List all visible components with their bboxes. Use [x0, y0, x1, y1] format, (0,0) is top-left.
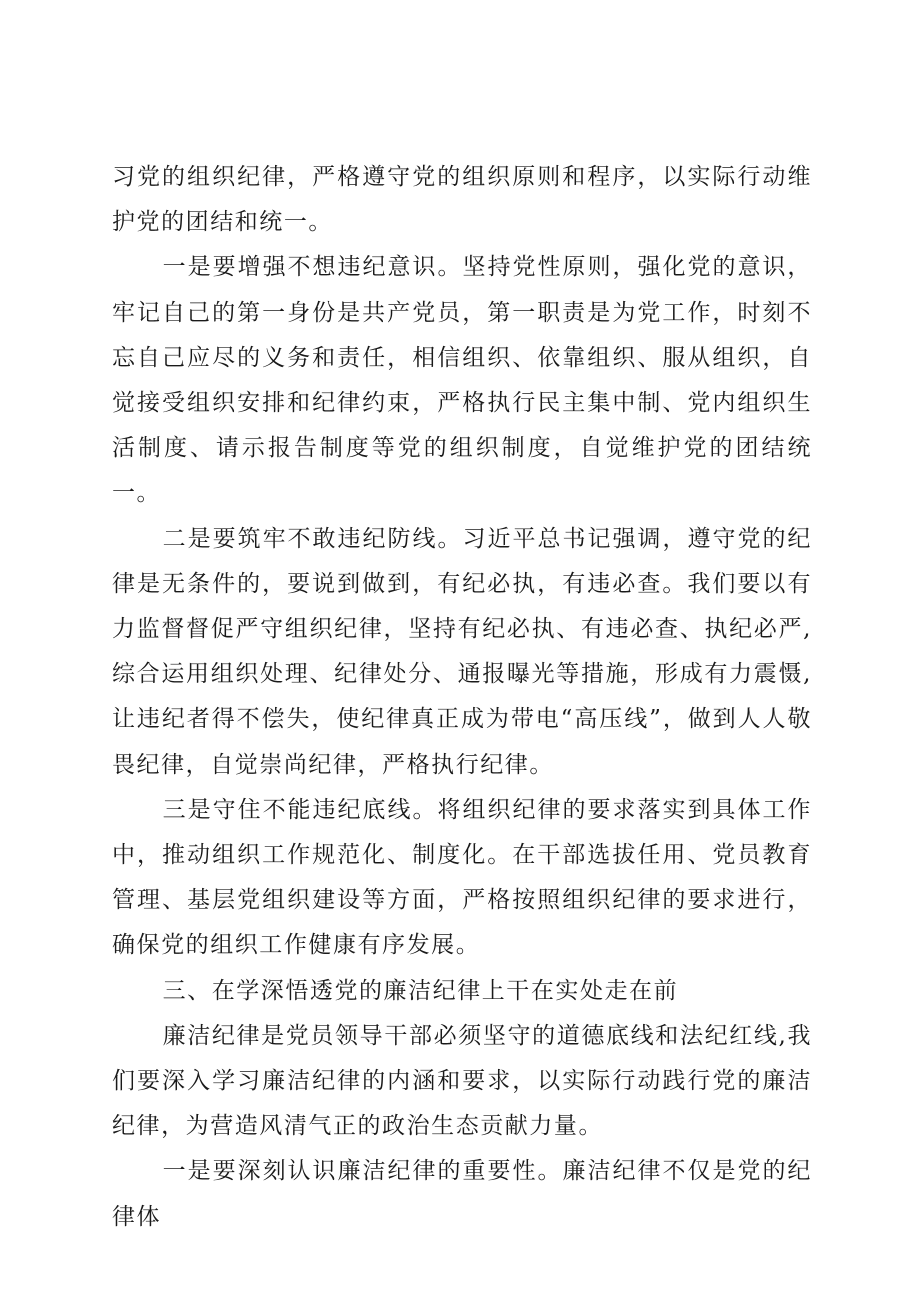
- section-heading-integrity: 三、在学深悟透党的廉洁纪律上干在实处走在前: [162, 977, 679, 1004]
- paragraph-point-three-organization: 三是守住不能违纪底线。将组织纪律的要求落实到具体工作中，推动组织工作规范化、制度化。在干部选拔任用、党员教育管理、基层党组织建设等方面，严格按照组织纪律的要求进行，确保党的组织工作健康有序发展。: [112, 796, 812, 959]
- paragraph-point-two-organization: 二是要筑牢不敢违纪防线。习近平总书记强调，遵守党的纪律是无条件的，要说到做到，有纪必执，有违必查。我们要以有力监督督促严守组织纪律，坚持有纪必执、有违必查、执纪必严,综合运用组织处理、纪律处分、通报曝光等措施，形成有力震慑,让违纪者得不偿失，使纪律真正成为带电“高压线”，做到人人敬畏纪律，自觉崇尚纪律，严格执行纪律。: [112, 525, 812, 778]
- paragraph-integrity-intro: 廉洁纪律是党员领导干部必须坚守的道德底线和法纪红线,我们要深入学习廉洁纪律的内涵和要求，以实际行动践行党的廉洁纪律，为营造风清气正的政治生态贡献力量。: [112, 1022, 812, 1140]
- paragraph-continuation: 习党的组织纪律，严格遵守党的组织原则和程序，以实际行动维护党的团结和统一。: [112, 164, 812, 236]
- paragraph-point-one-organization: 一是要增强不想违纪意识。坚持党性原则，强化党的意识，牢记自己的第一身份是共产党员，第一职责是为党工作，时刻不忘自己应尽的义务和责任，相信组织、依靠组织、服从组织，自觉接受组织安排和纪律约束，严格执行民主集中制、党内组织生活制度、请示报告制度等党的组织制度，自觉维护党的团结统一。: [112, 254, 812, 507]
- paragraph-point-one-integrity: 一是要深刻认识廉洁纪律的重要性。廉洁纪律不仅是党的纪律体: [112, 1158, 812, 1230]
- body-text: [112, 155, 812, 1240]
